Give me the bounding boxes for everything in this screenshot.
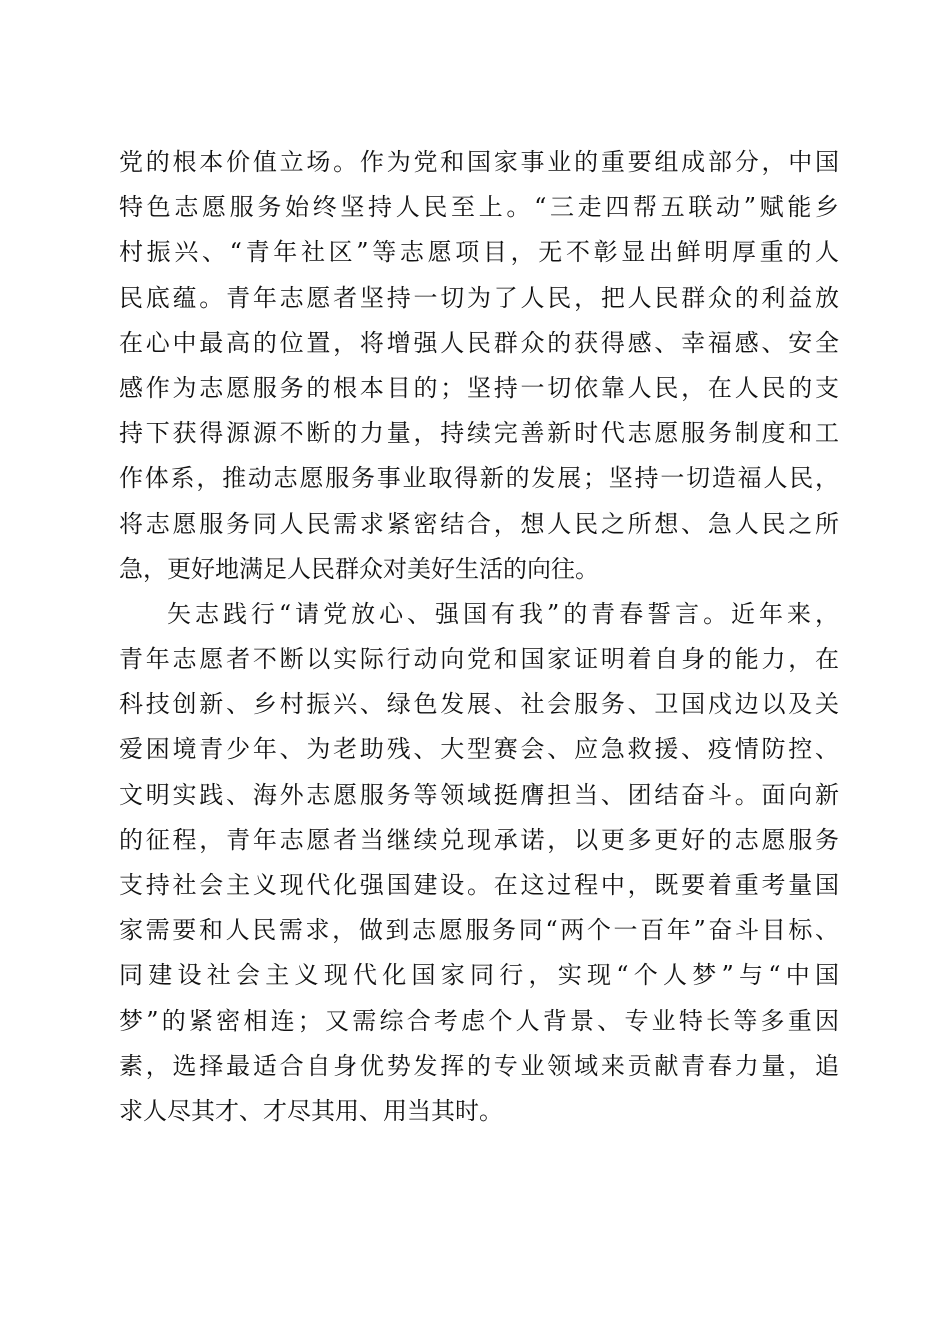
document-body xyxy=(119,140,839,1134)
text-line: 矢志践行“请党放心、强国有我”的青春誓言。近年来， xyxy=(167,599,839,628)
text-line: 青年志愿者不断以实际行动向党和国家证明着自身的能力，在 xyxy=(119,645,839,674)
text-line: 感作为志愿服务的根本目的；坚持一切依靠人民，在人民的支 xyxy=(119,373,839,402)
text-line: 持下获得源源不断的力量，持续完善新时代志愿服务制度和工 xyxy=(119,419,839,448)
text-line: 民底蕴。青年志愿者坚持一切为了人民，把人民群众的利益放 xyxy=(119,283,839,312)
text-line: 文明实践、海外志愿服务等领域挺膺担当、团结奋斗。面向新 xyxy=(119,780,839,809)
text-line: 在心中最高的位置，将增强人民群众的获得感、幸福感、安全 xyxy=(119,328,839,357)
text-line: 急，更好地满足人民群众对美好生活的向往。 xyxy=(119,554,599,583)
text-line: 支持社会主义现代化强国建设。在这过程中，既要着重考量国 xyxy=(119,871,839,899)
text-line: 求人尽其才、才尽其用、用当其时。 xyxy=(119,1096,503,1125)
text-line: 家需要和人民需求，做到志愿服务同“两个一百年”奋斗目标、 xyxy=(119,916,839,945)
paragraph-1 xyxy=(119,140,839,592)
text-line: 将志愿服务同人民需求紧密结合，想人民之所想、急人民之所 xyxy=(119,509,839,538)
text-line: 梦”的紧密相连；又需综合考虑个人背景、专业特长等多重因 xyxy=(119,1006,839,1035)
text-line: 的征程，青年志愿者当继续兑现承诺，以更多更好的志愿服务 xyxy=(119,825,839,854)
text-line: 作体系，推动志愿服务事业取得新的发展；坚持一切造福人民， xyxy=(119,464,839,493)
text-line: 素，选择最适合自身优势发挥的专业领域来贡献青春力量，追 xyxy=(119,1051,839,1080)
text-line: 特色志愿服务始终坚持人民至上。“三走四帮五联动”赋能乡 xyxy=(119,193,839,222)
text-line: 同建设社会主义现代化国家同行，实现“个人梦”与“中国 xyxy=(119,961,839,990)
text-line: 爱困境青少年、为老助残、大型赛会、应急救援、疫情防控、 xyxy=(119,735,839,764)
text-line: 党的根本价值立场。作为党和国家事业的重要组成部分，中国 xyxy=(119,148,839,176)
text-line: 科技创新、乡村振兴、绿色发展、社会服务、卫国戍边以及关 xyxy=(119,690,839,719)
paragraph-2 xyxy=(119,592,839,1134)
text-line: 村振兴、“青年社区”等志愿项目，无不彰显出鲜明厚重的人 xyxy=(119,238,839,267)
